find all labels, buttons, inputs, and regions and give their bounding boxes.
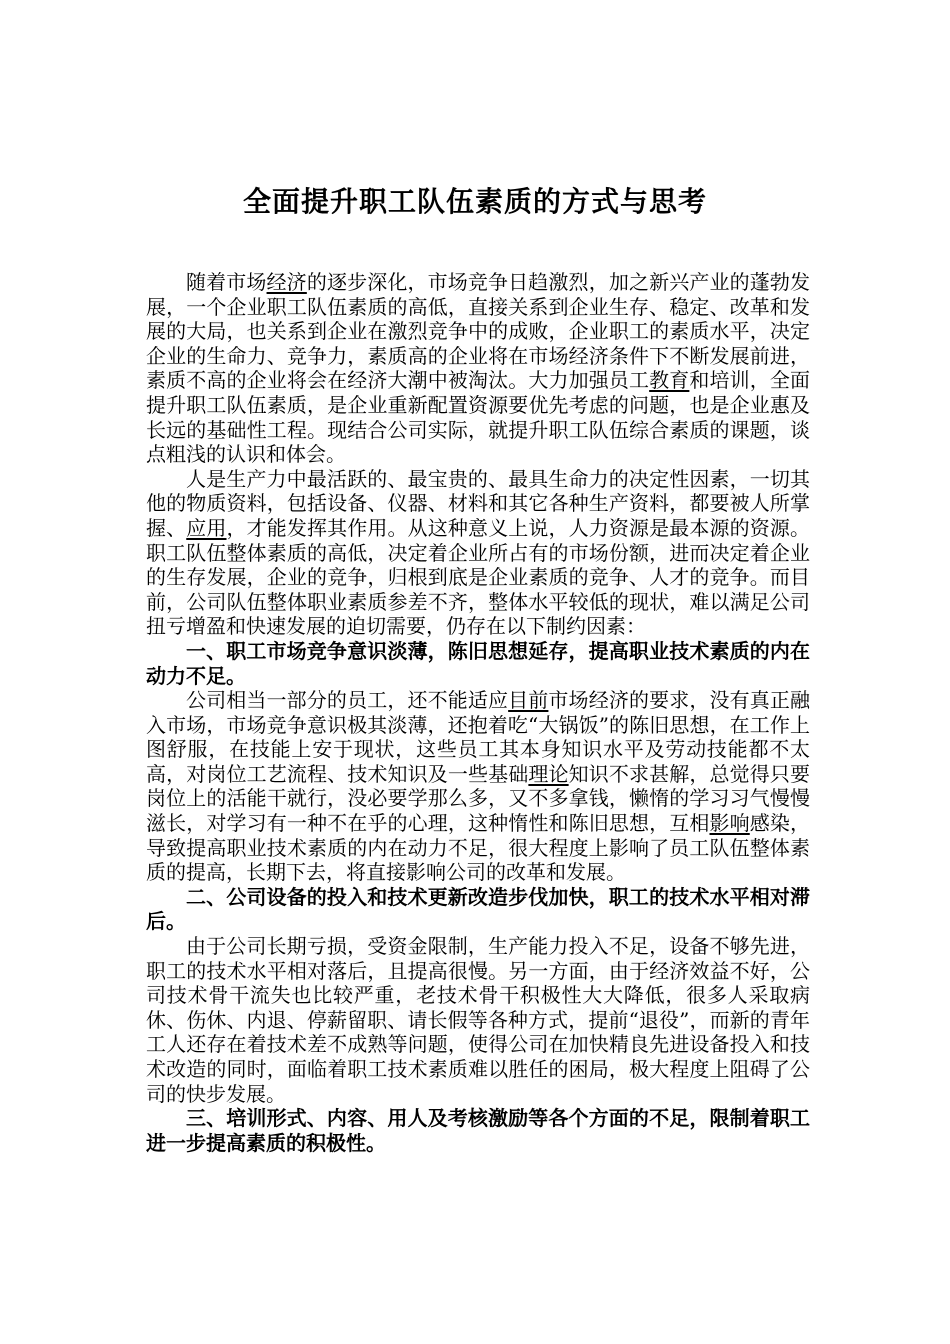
link-application[interactable]: 应用: [186, 515, 227, 540]
text-run: ，才能发挥其作用。从这种意义上说，人力资源是最本源的资源。职工队伍整体素质的高低，决定着企业所占有的市场份额，进而决定着企业的生存发展，企业的竞争，归根到底是企业素质的竞争、人才的竞争。而目前，公司队伍整体职业素质参差不齐，整体水平较低的现状，难以满足公司扭亏增盈和快速发展的迫切需要，仍存在以下制约因素：: [146, 515, 810, 639]
link-current[interactable]: 目前: [508, 688, 549, 713]
text-run: 知识不求甚解，总觉得只要岗位上的活能干就行，没必要学那么多，又不多拿钱，懒惰的学习习气慢慢滋长，对学习有一种不在乎的心理，这种惰性和陈旧思想，互相: [146, 761, 810, 836]
text-run: 和培训，全面提升职工队伍素质，是企业重新配置资源要优先考虑的问题，也是企业惠及长远的基础性工程。现结合公司实际，就提升职工队伍综合素质的课题，谈点粗浅的认识和体会。: [146, 368, 810, 467]
link-economy[interactable]: 经济: [266, 270, 307, 294]
document-body: [146, 270, 810, 1155]
text-run: 公司相当一部分的员工，还不能适应: [186, 688, 509, 713]
paragraph-2: [146, 467, 810, 639]
text-run: 市场经济的要求，没有真正融入市场，市场竞争意识极其淡薄，还抱着吃“大锅饭”的陈旧思想，在工作上图舒服，在技能上安于现状，这些员工其本身知识水平及劳动技能都不太高，对岗位工艺流程、技术知识及一些基础: [146, 688, 811, 786]
section-heading-3: 三、培训形式、内容、用人及考核激励等各个方面的不足，限制着职工进一步提高素质的积极性。: [146, 1106, 810, 1155]
text-run: 人是生产力中最活跃的、最宝贵的、最具生命力的决定性因素，一切其他的物质资料，包括设备、仪器、材料和其它各种生产资料，都要被人所掌握、: [146, 466, 810, 540]
paragraph-1: [146, 270, 810, 467]
section-heading-1: 一、职工市场竞争意识淡薄，陈旧思想延存，提高职业技术素质的内在动力不足。: [146, 638, 810, 688]
text-run: 的逐步深化，市场竞争日趋激烈，加之新兴产业的蓬勃发展，一个企业职工队伍素质的高低，直接关系到企业生存、稳定、改革和发展的大局，也关系到企业在激烈竞争中的成败，企业职工的素质水平，决定企业的生命力、竞争力，素质高的企业将在市场经济条件下不断发展前进，素质不高的企业将会在经济大潮中被淘汰。大力加强员工: [146, 270, 811, 393]
document-title: 全面提升职工队伍素质的方式与思考: [242, 185, 707, 218]
link-theory[interactable]: 理论: [528, 761, 569, 786]
link-influence[interactable]: 影响: [709, 811, 750, 836]
link-education[interactable]: 教育: [649, 368, 690, 393]
paragraph-3: [146, 688, 810, 885]
section-heading-2: 二、公司设备的投入和技术更新改造步伐加快，职工的技术水平相对滞后。: [146, 884, 810, 934]
text-run: 随着市场: [186, 270, 267, 294]
paragraph-4: 由于公司长期亏损，受资金限制，生产能力投入不足，设备不够先进，职工的技术水平相对落后，且提高很慢。另一方面，由于经济效益不好，公司技术骨干流失也比较严重，老技术骨干积极性大大降低，很多人采取病休、伤休、内退、停薪留职、请长假等各种方式，提前“退役”，而新的青年工人还存在着技术差不成熟等问题，使得公司在加快精良先进设备投入和技术改造的同时，面临着职工技术素质难以胜任的困局，极大程度上阻碍了公司的快步发展。: [146, 934, 810, 1106]
text-run: 感染，导致提高职业技术素质的内在动力不足，很大程度上影响了员工队伍整体素质的提高，长期下去，将直接影响公司的改革和发展。: [146, 811, 810, 885]
